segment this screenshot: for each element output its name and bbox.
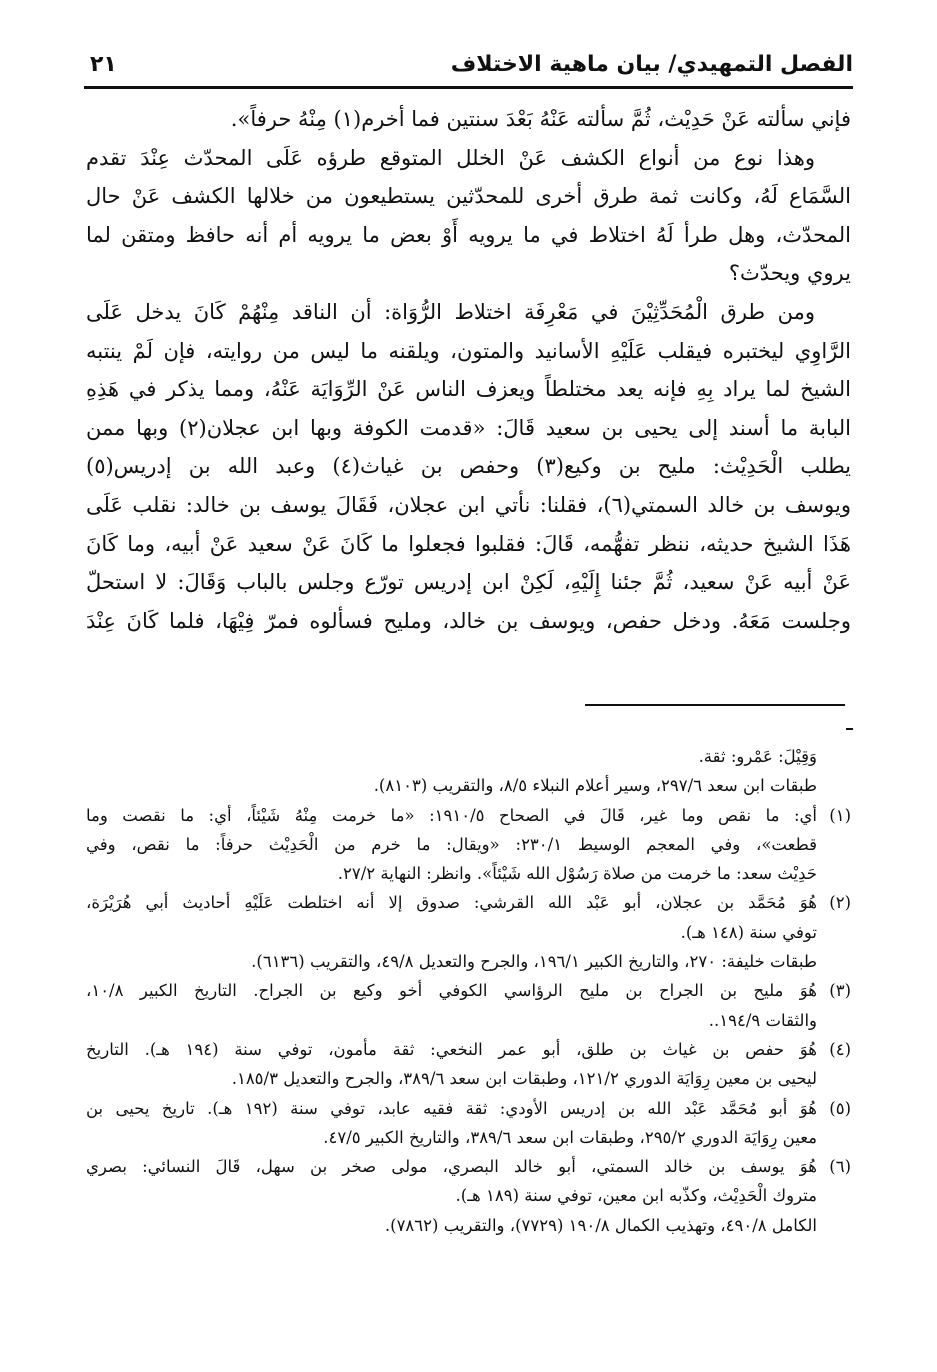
footnote-number: (٣)	[829, 981, 851, 1001]
footnote-number: (٦)	[829, 1157, 851, 1177]
footnote-text: هُوَ أبو مُحَمَّد عَبْد الله بن إدريس الأودي: ثقة فقيه عابد، توفي سنة (١٩٢ هـ). تاريخ يحيى بن	[86, 1098, 817, 1118]
main-text	[86, 100, 851, 640]
text-line: الشيخ لما يراد بِهِ فإنه يعد مختلطاً ويعزف الناس عَنْ الرِّوَايَة عَنْهُ، ومما يذكر في هَذِهِ	[86, 377, 851, 402]
footnote-separator	[585, 704, 845, 706]
footnote-line: قطعت»، وفي المعجم الوسيط ٢٣٠/١: «ويقال: ما خرم من الْحَدِيْث حرفاً: ما نقص، وفي	[86, 834, 818, 854]
footnote-line: وَقِيْلَ: عَمْرو: ثقة.	[698, 747, 817, 766]
footnote-line: متروك الْحَدِيْث، وكذّبه ابن معين، توفي سنة (١٨٩ هـ).	[455, 1186, 817, 1206]
header-rule	[84, 86, 853, 89]
footnote-text: هُوَ حفص بن غياث بن طلق، أبو عمر النخعي: ثقة مأمون، توفي سنة (١٩٤ هـ). التاريخ	[86, 1039, 817, 1059]
text-line: وهذا نوع من أنواع الكشف عَنْ الخلل المتوقع طرؤه عَلَى المحدّث عِنْدَ تقدم	[86, 145, 815, 170]
footnote-5	[86, 1094, 851, 1123]
footnote-source: طبقات ابن سعد ٢٩٧/٦، وسير أعلام النبلاء ٨/٥، والتقريب (٨١٠٣).	[373, 776, 817, 796]
footnotes	[86, 742, 851, 1240]
footnote-3	[86, 976, 851, 1005]
text-line: وجلست مَعَهُ. ودخل حفص، ويوسف بن خالد، ومليح فسألوه فمرّ فِيْهَا، فلما كَانَ عِنْدَ	[86, 608, 851, 633]
footnote-source: طبقات خليفة: ٢٧٠، والتاريخ الكبير ١٩٦/١، والجرح والتعديل ٤٩/٨، والتقريب (٦١٣٦).	[251, 952, 817, 972]
footnote-text: هُوَ مُحَمَّد بن عجلان، أبو عَبْد الله القرشي: صدوق إلا أنه اختلطت عَلَيْهِ أحاديث أبي هُرَيْرَة،	[86, 893, 817, 913]
page-number: ٢١	[90, 52, 117, 77]
footnote-number: (١)	[829, 805, 851, 825]
footnote-2	[86, 888, 851, 917]
chapter-title: الفصل التمهيدي/ بيان ماهية الاختلاف	[450, 52, 853, 77]
footnote-line: ليحيى بن معين رِوَايَة الدوري ١٢١/٢، وطبقات ابن سعد ٣٨٩/٦، والجرح والتعديل ١٨٥/٣.	[231, 1069, 817, 1089]
footnote-1	[86, 801, 851, 830]
text-line: يطلب الْحَدِيْث: مليح بن وكيع(٣) وحفص بن غياث(٤) وعبد الله بن إدريس(٥)	[86, 454, 851, 479]
text-line: السَّمَاع لَهُ، وكانت ثمة طرق أخرى للمحدّثين يستطيعون من خلالها الكشف عَنْ حال	[86, 184, 851, 209]
text-line: المحدّث، وهل طرأ لَهُ اختلاط في ما يرويه أَوْ بعض ما يرويه أم أنه حافظ ومتقن لما	[86, 222, 851, 247]
text-line: هَذَا الشيخ حديثه، ننظر تفهُّمه، قَالَ: فقلبوا فجعلوا ما كَانَ عَنْ سعيد عَنْ أبيه، وما كَانَ	[86, 531, 851, 556]
running-header	[84, 50, 853, 86]
footnote-number: (٤)	[829, 1039, 851, 1059]
footnote-text: أي: ما نقص وما غير، قَالَ في الصحاح ١٩١٠/٥: «ما خرمت مِنْهُ شَيْئاً، أي: ما نقصت وما	[86, 805, 817, 825]
footnote-6	[86, 1152, 851, 1181]
text-line: يروي ويحدّث؟	[728, 261, 851, 286]
footnote-number: (٢)	[829, 893, 851, 913]
text-line: فإني سألته عَنْ حَدِيْث، ثُمَّ سألته عَنْهُ بَعْدَ سنتين فما أخرم(١) مِنْهُ حرفاً».	[230, 107, 851, 131]
footnote-4	[86, 1035, 851, 1064]
text-line: ومن طرق الْمُحَدِّثِيْنَ في مَعْرِفَة اختلاط الرُّوَاة: أن الناقد مِنْهُمْ كَانَ يدخل عَلَى	[86, 299, 815, 324]
footnote-text: هُوَ يوسف بن خالد السمتي، أبو خالد البصري، مولى صخر بن سهل، قَالَ النسائي: بصري	[86, 1157, 817, 1177]
footnote-continuation-mark	[846, 728, 853, 730]
footnote-number: (٥)	[829, 1098, 851, 1118]
footnote-line: والثقات ١٩٤/٩..	[708, 1010, 817, 1030]
text-line: البابة ما أسند إلى يحيى بن سعيد قَالَ: «قدمت الكوفة وبها ابن عجلان(٢) وبها ممن	[86, 415, 851, 440]
footnote-source: الكامل ٤٩٠/٨، وتهذيب الكمال ١٩٠/٨ (٧٧٢٩)، والتقريب (٧٨٦٢).	[384, 1215, 817, 1235]
footnote-line: حَدِيْث سعد: ما خرمت من صلاة رَسُوْل الله شَيْئاً». وانظر: النهاية ٢٧/٢.	[337, 864, 817, 884]
text-line: الرَّاوِي ليختبره فيقلب عَلَيْهِ الأسانيد والمتون، ويلقنه ما ليس من روايته، فإن لَمْ ينتبه	[86, 338, 851, 363]
footnote-text: هُوَ مليح بن الجراح بن مليح الرؤاسي الكوفي أخو وكيع بن الجراح. التاريخ الكبير ١٠/٨،	[86, 981, 817, 1001]
text-line: عَنْ أبيه عَنْ سعيد، ثُمَّ جئنا إِلَيْهِ، لَكِنْ ابن إدريس تورّع وجلس بالباب وَقَالَ: لا استحلّ	[86, 570, 851, 595]
footnote-line: معين رِوَايَة الدوري ٢٩٥/٢، وطبقات ابن سعد ٣٨٩/٦، والتاريخ الكبير ٤٧/٥.	[323, 1127, 817, 1147]
footnote-line: توفي سنة (١٤٨ هـ).	[680, 922, 817, 942]
text-line: ويوسف بن خالد السمتي(٦)، فقلنا: نأتي ابن عجلان، فَقَالَ يوسف بن خالد: نقلب عَلَى	[86, 492, 851, 517]
